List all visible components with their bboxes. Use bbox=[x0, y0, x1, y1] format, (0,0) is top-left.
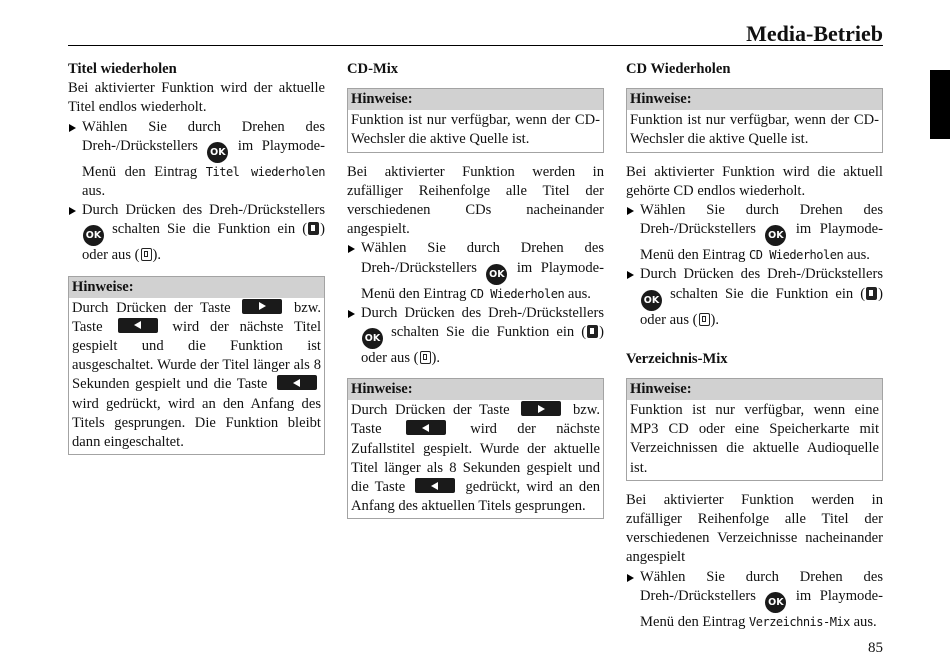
instruction-step: Wählen Sie durch Drehen des Dreh-/Drückstellers OK im Playmode-Menü den Eintrag CD Wiederholen aus. bbox=[626, 201, 883, 265]
function-on-icon bbox=[308, 222, 319, 235]
menu-entry-text: CD Wiederholen bbox=[749, 248, 844, 263]
section-intro: Bei aktivierter Funktion werden in zufälliger Reihenfolge alle Titel der verschiedenen CDs nacheinander angespielt. bbox=[347, 163, 604, 238]
function-off-icon bbox=[141, 248, 152, 261]
note-box bbox=[626, 88, 883, 152]
ok-knob-icon: OK bbox=[362, 328, 383, 349]
chapter-tab-marker bbox=[930, 70, 950, 139]
page-title: Media-Betrieb bbox=[746, 21, 883, 46]
instruction-step: Durch Drücken des Dreh-/Drückstellers OK schalten Sie die Funktion ein ( ) oder aus ( ). bbox=[626, 265, 883, 329]
back-key-icon bbox=[118, 318, 158, 333]
ok-knob-icon: OK bbox=[83, 225, 104, 246]
back-key-icon bbox=[406, 420, 446, 435]
instruction-step: Durch Drücken des Dreh-/Drückstellers OK schalten Sie die Funktion ein ( ) oder aus ( ). bbox=[347, 304, 604, 368]
back-key-icon bbox=[415, 478, 455, 493]
ok-knob-icon: OK bbox=[641, 290, 662, 311]
section-heading-titel-wiederholen: Titel wiederholen bbox=[68, 61, 177, 77]
function-on-icon bbox=[866, 287, 877, 300]
column-left bbox=[68, 60, 325, 455]
function-off-icon bbox=[699, 313, 710, 326]
page-number: 85 bbox=[868, 640, 883, 656]
section-heading-verzeichnis-mix: Verzeichnis-Mix bbox=[626, 350, 728, 367]
note-box bbox=[347, 88, 604, 152]
note-heading: Hinweise: bbox=[69, 277, 324, 298]
note-heading: Hinweise: bbox=[627, 89, 882, 110]
function-off-icon bbox=[420, 351, 431, 364]
note-heading: Hinweise: bbox=[627, 379, 882, 400]
note-box bbox=[626, 378, 883, 481]
column-middle bbox=[347, 60, 604, 519]
menu-entry-text: CD Wiederholen bbox=[470, 286, 565, 301]
ok-knob-icon: OK bbox=[207, 142, 228, 163]
note-text: Funktion ist nur verfügbar, wenn der CD-Wechsler die aktive Quelle ist. bbox=[351, 112, 600, 148]
menu-entry-text: Titel wiederholen bbox=[205, 164, 325, 179]
play-key-icon bbox=[242, 299, 282, 314]
section-intro: Bei aktivierter Funktion wird die aktuell gehörte CD endlos wiederholt. bbox=[626, 163, 883, 199]
note-heading: Hinweise: bbox=[348, 379, 603, 400]
instruction-step: Wählen Sie durch Drehen des Dreh-/Drückstellers OK im Playmode-Menü den Eintrag CD Wiederholen aus. bbox=[347, 239, 604, 303]
back-key-icon bbox=[277, 375, 317, 390]
play-key-icon bbox=[521, 401, 561, 416]
header-rule bbox=[68, 45, 883, 46]
note-text: Durch Drücken der Taste bzw. Taste wird der nächste Titel gespielt und die Funktion ist ausgeschaltet. Wurde der Titel länger als 8 Sekunden gespielt und die Taste wird gedrückt, wird an den Anfang des Titels gesprungen. Die Funktion bleibt dann eingeschaltet. bbox=[72, 299, 322, 451]
function-on-icon bbox=[587, 325, 598, 338]
ok-knob-icon: OK bbox=[486, 264, 507, 285]
section-heading-cd-wiederholen: CD Wiederholen bbox=[626, 61, 731, 77]
note-heading: Hinweise: bbox=[348, 89, 603, 110]
note-box bbox=[68, 276, 325, 456]
menu-entry-text: Verzeichnis-Mix bbox=[749, 614, 850, 629]
instruction-step: Wählen Sie durch Drehen des Dreh-/Drückstellers OK im Playmode-Menü den Eintrag Verzeichnis-Mix aus. bbox=[626, 568, 883, 632]
note-text: Durch Drücken der Taste bzw. Taste wird der nächste Zufallstitel gespielt. Wurde der aktuelle Titel länger als 8 Sekunden gespielt und die Taste gedrückt, wird an den Anfang des aktuellen Titels gesprungen. bbox=[351, 402, 601, 515]
instruction-step: Wählen Sie durch Drehen des Dreh-/Drückstellers OK im Playmode-Menü den Eintrag Titel wiederholen aus. bbox=[68, 118, 325, 202]
section-intro: Bei aktivierter Funktion wird der aktuelle Titel endlos wiederholt. bbox=[68, 80, 325, 116]
instruction-step: Durch Drücken des Dreh-/Drückstellers OK schalten Sie die Funktion ein ( ) oder aus ( ). bbox=[68, 201, 325, 265]
section-heading-cd-mix: CD-Mix bbox=[347, 61, 399, 77]
section-intro: Bei aktivierter Funktion werden in zufälliger Reihenfolge alle Titel der verschiedenen Verzeichnisse nacheinander angespielt bbox=[626, 491, 883, 566]
note-text: Funktion ist nur verfügbar, wenn eine MP3 CD oder eine Speicherkarte mit Verzeichnissen die aktuelle Audioquelle ist. bbox=[630, 402, 879, 476]
note-text: Funktion ist nur verfügbar, wenn der CD-Wechsler die aktive Quelle ist. bbox=[630, 112, 879, 148]
ok-knob-icon: OK bbox=[765, 592, 786, 613]
column-right bbox=[626, 60, 883, 632]
ok-knob-icon: OK bbox=[765, 225, 786, 246]
note-box bbox=[347, 378, 604, 519]
